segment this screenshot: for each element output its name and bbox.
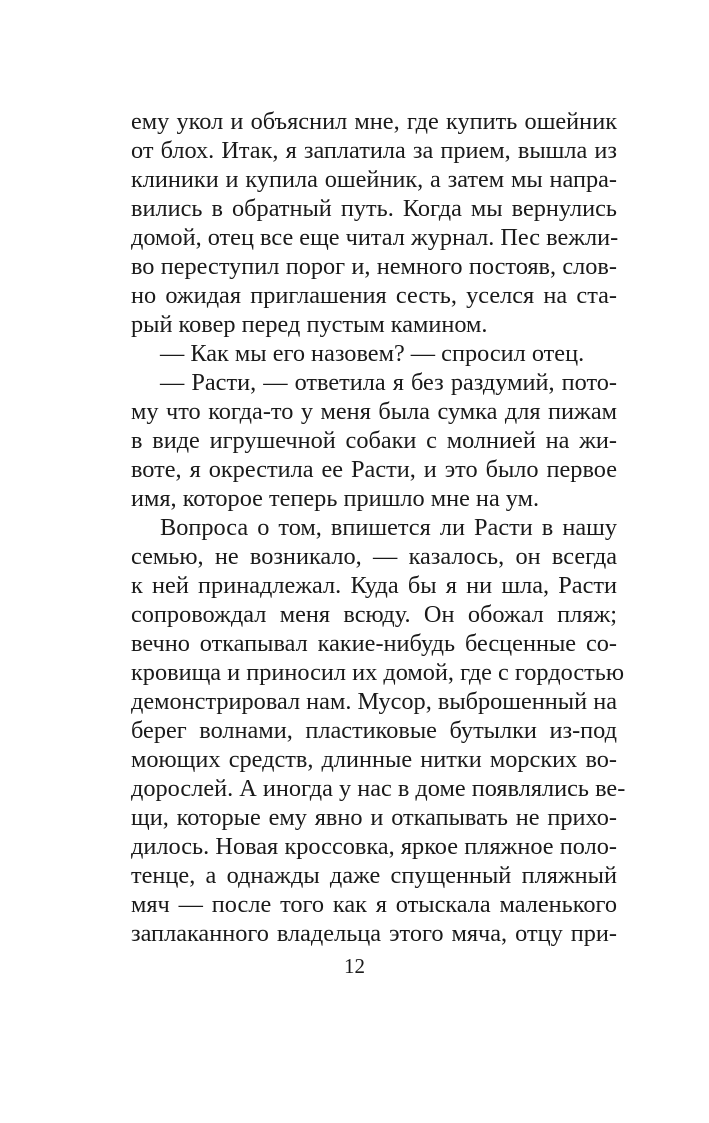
text-line: ему укол и объяснил мне, где купить ошейник bbox=[131, 108, 617, 135]
text-line: щи, которые ему явно и откапывать не прихо- bbox=[131, 804, 617, 831]
text-line: заплаканного владельца этого мяча, отцу при- bbox=[131, 920, 617, 947]
text-line: от блох. Итак, я заплатила за прием, вышла из bbox=[131, 137, 617, 164]
text-line: кровища и приносил их домой, где с гордостью bbox=[131, 659, 624, 686]
body-text bbox=[131, 107, 626, 948]
text-line: вились в обратный путь. Когда мы вернулись bbox=[131, 195, 617, 222]
text-line: демонстрировал нам. Мусор, выброшенный на bbox=[131, 688, 617, 715]
dialogue-line: — Как мы его назовем? — спросил отец. bbox=[160, 340, 585, 367]
text-line: сопровождал меня всюду. Он обожал пляж; bbox=[131, 601, 617, 628]
text-line: вечно откапывал какие-нибудь бесценные со- bbox=[131, 630, 617, 657]
text-line: во переступил порог и, немного постояв, слов- bbox=[131, 253, 617, 280]
text-line: рый ковер перед пустым камином. bbox=[131, 311, 488, 338]
text-line: моющих средств, длинные нитки морских во- bbox=[131, 746, 617, 773]
text-line: мяч — после того как я отыскала маленького bbox=[131, 891, 617, 918]
text-line: домой, отец все еще читал журнал. Пес вежли- bbox=[131, 224, 619, 251]
text-line: в виде игрушечной собаки с молнией на жи- bbox=[131, 427, 617, 454]
text-line: тенце, а однажды даже спущенный пляжный bbox=[131, 862, 617, 889]
text-line: к ней принадлежал. Куда бы я ни шла, Расти bbox=[131, 572, 617, 599]
text-line: семью, не возникало, — казалось, он всегда bbox=[131, 543, 617, 570]
page-number: 12 bbox=[344, 954, 365, 978]
text-line: берег волнами, пластиковые бутылки из-под bbox=[131, 717, 617, 744]
text-line: му что когда-то у меня была сумка для пижам bbox=[131, 398, 617, 425]
dialogue-line: — Расти, — ответила я без раздумий, пото- bbox=[160, 369, 617, 396]
text-line: воте, я окрестила ее Расти, и это было первое bbox=[131, 456, 617, 483]
text-line: дилось. Новая кроссовка, яркое пляжное поло- bbox=[131, 833, 617, 860]
text-line: клиники и купила ошейник, а затем мы напра- bbox=[131, 166, 617, 193]
text-line: но ожидая приглашения сесть, уселся на ста- bbox=[131, 282, 617, 309]
text-line: имя, которое теперь пришло мне на ум. bbox=[131, 485, 540, 512]
text-line: дорослей. А иногда у нас в доме появлялись ве- bbox=[131, 775, 626, 802]
paragraph-first-line: Вопроса о том, впишется ли Расти в нашу bbox=[160, 514, 617, 541]
